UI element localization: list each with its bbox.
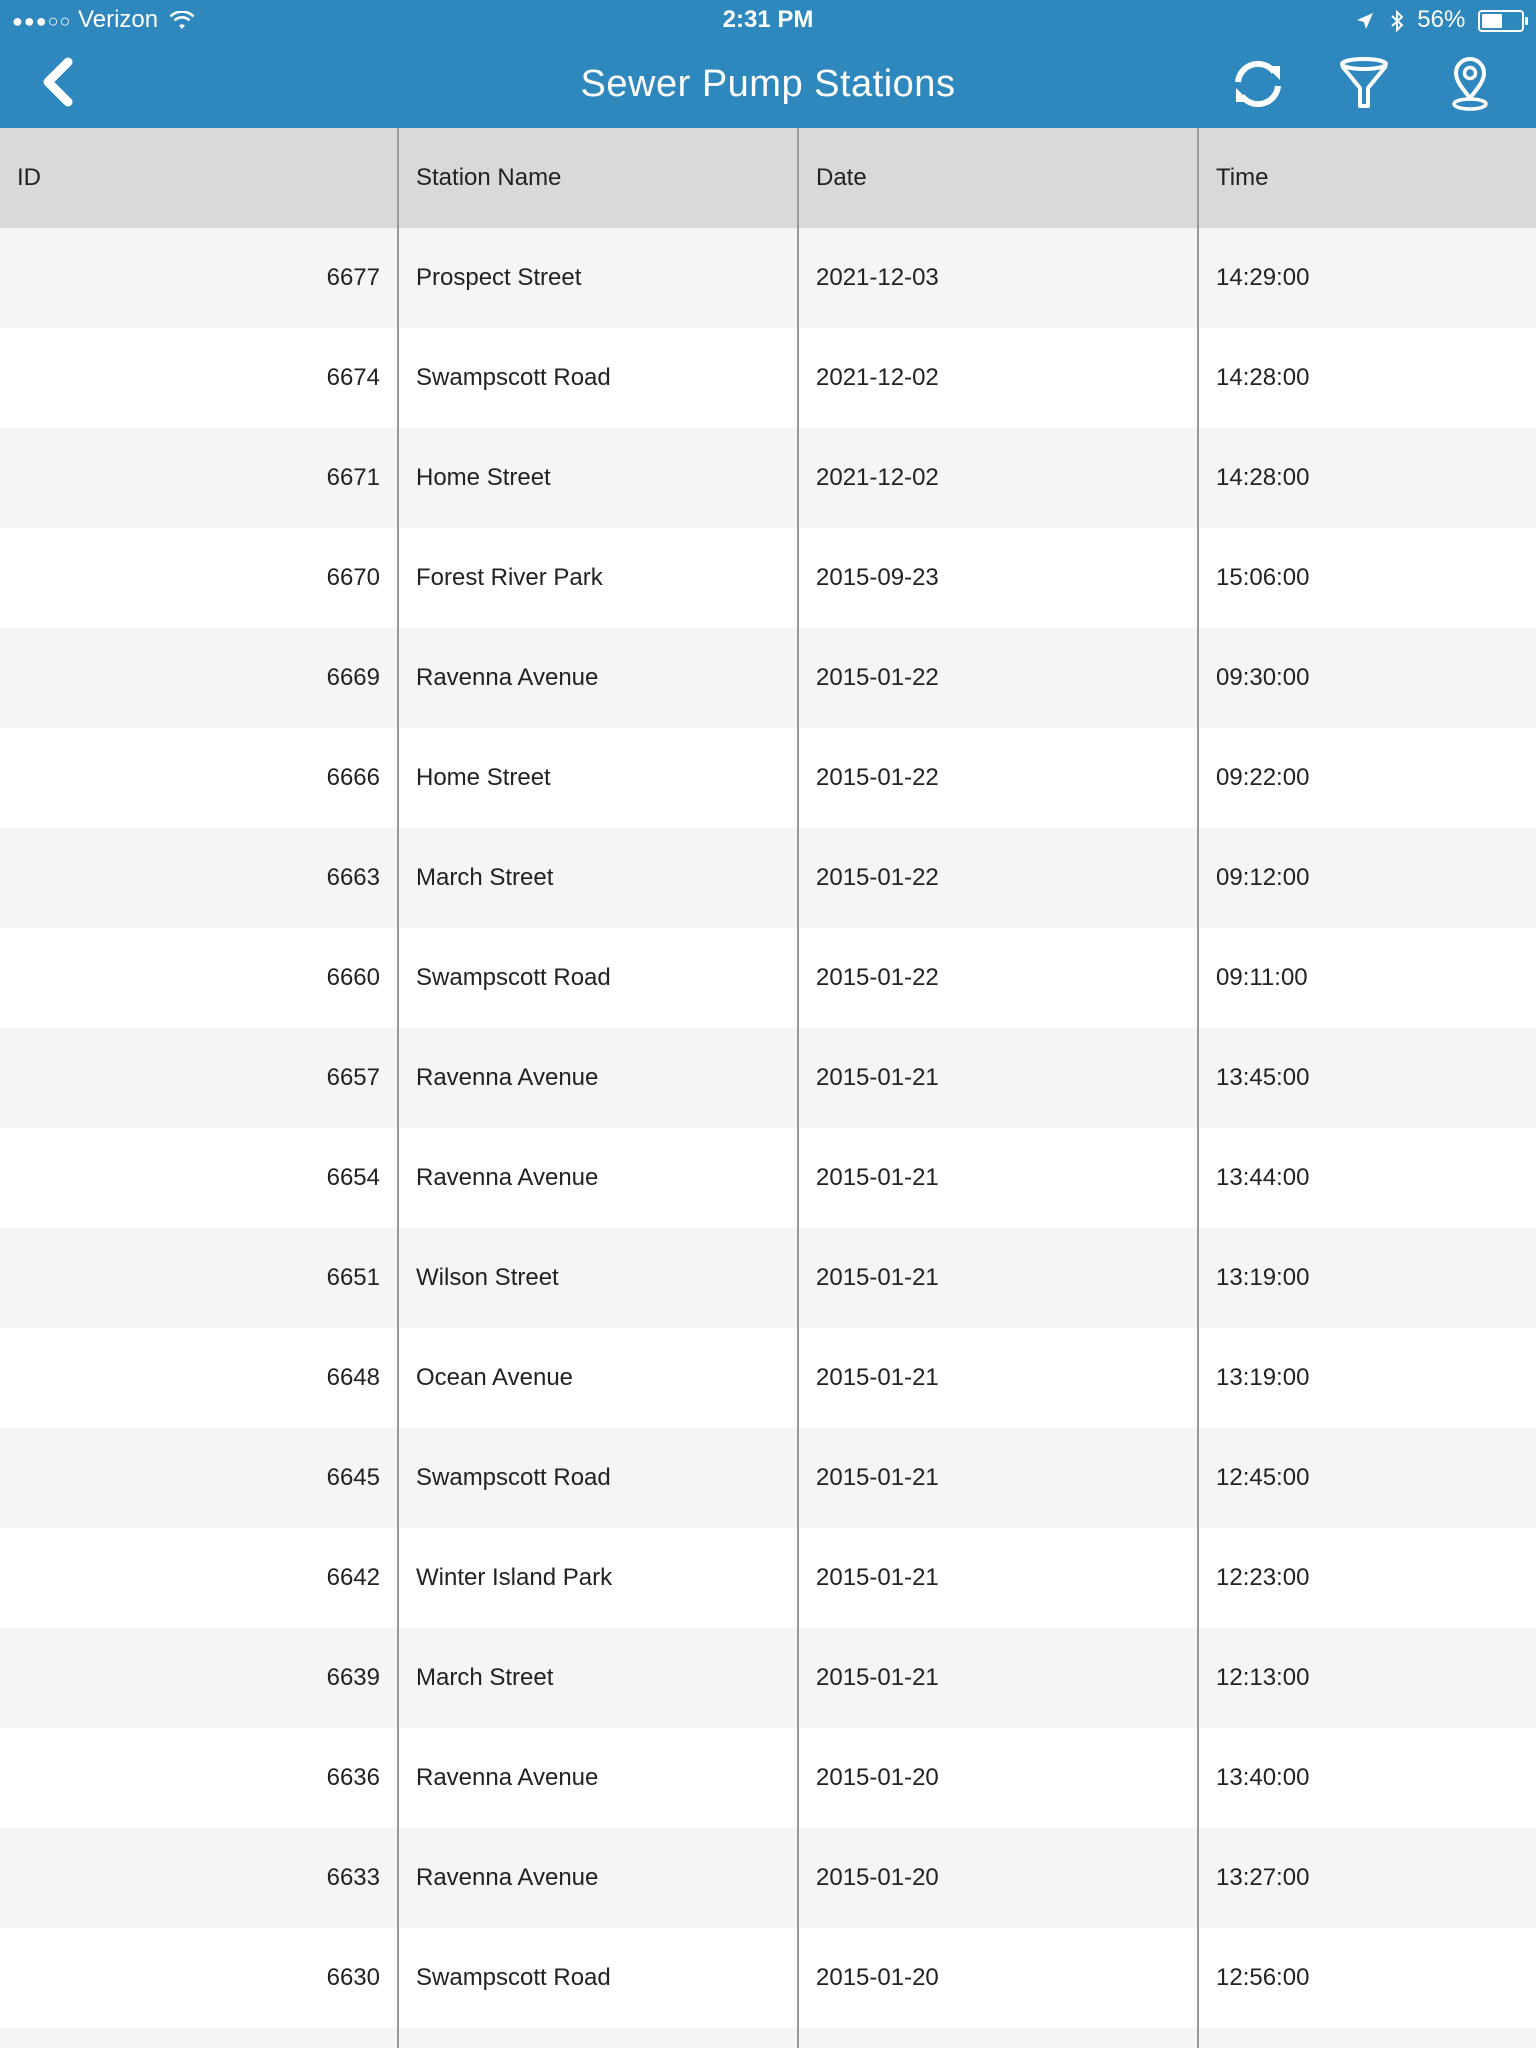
cell-id: 6642 — [0, 1528, 399, 1628]
table-row[interactable] — [0, 1328, 1536, 1428]
cell-id: 6657 — [0, 1028, 399, 1128]
cell-id: 6630 — [0, 1928, 399, 2028]
cell-station-name: Ravenna Avenue — [399, 628, 799, 728]
refresh-button[interactable] — [1228, 54, 1288, 114]
cell-date: 2015-01-21 — [799, 1428, 1199, 1528]
cell-time: 15:06:00 — [1216, 564, 1310, 591]
cell-station-name: Ravenna Avenue — [399, 1028, 799, 1128]
cell-time — [1199, 2028, 1536, 2048]
cell-station-name: Wilson Street — [399, 1228, 799, 1328]
cell-date — [799, 2028, 1199, 2048]
cell-date: 2021-12-03 — [799, 228, 1199, 328]
cell-id: 6674 — [0, 328, 399, 428]
cell-id: 6666 — [0, 728, 399, 828]
cell-station-name: March Street — [399, 828, 799, 928]
cell-time: 12:13:00 — [1216, 1664, 1310, 1691]
cell-date: 2015-01-22 — [799, 828, 1199, 928]
table-row[interactable] — [0, 1628, 1536, 1728]
cell-date: 2015-01-22 — [799, 928, 1199, 1028]
cell-station-name: Home Street — [399, 728, 799, 828]
cell-id: 6660 — [0, 928, 399, 1028]
cell-time: 12:23:00 — [1216, 1564, 1310, 1591]
location-arrow-icon — [1356, 12, 1374, 30]
column-header-id[interactable]: ID — [0, 128, 399, 228]
table-row[interactable] — [0, 1728, 1536, 1828]
table-row[interactable] — [0, 428, 1536, 528]
carrier-name: Verizon — [78, 6, 159, 33]
chevron-left-icon — [34, 54, 94, 114]
column-header-station-name[interactable]: Station Name — [399, 128, 799, 228]
cell-time: 09:30:00 — [1216, 664, 1310, 691]
cell-station-name: Winter Island Park — [399, 1528, 799, 1628]
cell-time: 13:19:00 — [1216, 1364, 1310, 1391]
filter-icon — [1334, 54, 1394, 114]
battery-icon — [1478, 10, 1524, 32]
cell-station-name: Ocean Avenue — [399, 1328, 799, 1428]
table-body — [0, 228, 1536, 2048]
refresh-icon — [1228, 54, 1288, 114]
cell-station-name: Swampscott Road — [399, 328, 799, 428]
cell-time: 13:27:00 — [1216, 1864, 1310, 1891]
battery-percent: 56% — [1417, 6, 1466, 33]
cell-date: 2015-01-22 — [799, 628, 1199, 728]
cell-id: 6648 — [0, 1328, 399, 1428]
column-header-time[interactable]: Time — [1216, 164, 1269, 191]
cell-time: 13:45:00 — [1216, 1064, 1310, 1091]
page-title: Sewer Pump Stations — [580, 63, 956, 105]
table-row[interactable] — [0, 1228, 1536, 1328]
cell-id: 6670 — [0, 528, 399, 628]
cell-time: 12:45:00 — [1216, 1464, 1310, 1491]
cell-date: 2015-01-21 — [799, 1528, 1199, 1628]
table-row[interactable] — [0, 1828, 1536, 1928]
table-row[interactable] — [0, 928, 1536, 1028]
status-bar — [0, 0, 1536, 40]
cell-station-name: Ravenna Avenue — [399, 1128, 799, 1228]
table-row[interactable] — [0, 1928, 1536, 2028]
table-row[interactable] — [0, 828, 1536, 928]
cell-station-name: Home Street — [399, 428, 799, 528]
app-header — [0, 0, 1536, 128]
signal-strength-icon: ●●●○○ — [12, 11, 72, 31]
bluetooth-icon — [1389, 10, 1405, 32]
cell-id: 6636 — [0, 1728, 399, 1828]
cell-date: 2015-09-23 — [799, 528, 1199, 628]
table-row[interactable] — [0, 2028, 1536, 2048]
cell-date: 2015-01-21 — [799, 1228, 1199, 1328]
cell-id: 6654 — [0, 1128, 399, 1228]
cell-id — [0, 2028, 399, 2048]
table-header-row — [0, 128, 1536, 228]
table-row[interactable] — [0, 1528, 1536, 1628]
cell-date: 2015-01-21 — [799, 1628, 1199, 1728]
cell-time: 14:28:00 — [1216, 364, 1310, 391]
cell-time: 14:29:00 — [1216, 264, 1310, 291]
cell-id: 6677 — [0, 228, 399, 328]
map-location-button[interactable] — [1440, 54, 1500, 114]
map-pin-icon — [1440, 54, 1500, 114]
cell-id: 6663 — [0, 828, 399, 928]
table-row[interactable] — [0, 1128, 1536, 1228]
station-table — [0, 128, 1536, 2048]
cell-station-name: Swampscott Road — [399, 928, 799, 1028]
cell-station-name: Prospect Street — [399, 228, 799, 328]
status-time: 2:31 PM — [722, 6, 814, 33]
cell-station-name: Forest River Park — [399, 528, 799, 628]
cell-time: 14:28:00 — [1216, 464, 1310, 491]
table-row[interactable] — [0, 528, 1536, 628]
cell-id: 6633 — [0, 1828, 399, 1928]
cell-id: 6669 — [0, 628, 399, 728]
status-right — [1356, 0, 1524, 40]
cell-id: 6671 — [0, 428, 399, 528]
table-row[interactable] — [0, 628, 1536, 728]
cell-date: 2015-01-20 — [799, 1728, 1199, 1828]
table-row[interactable] — [0, 728, 1536, 828]
cell-station-name: March Street — [399, 1628, 799, 1728]
table-row[interactable] — [0, 228, 1536, 328]
cell-id: 6645 — [0, 1428, 399, 1528]
cell-time: 13:19:00 — [1216, 1264, 1310, 1291]
cell-date: 2021-12-02 — [799, 328, 1199, 428]
table-row[interactable] — [0, 1428, 1536, 1528]
cell-time: 09:22:00 — [1216, 764, 1310, 791]
cell-station-name — [399, 2028, 799, 2048]
back-button[interactable] — [34, 54, 94, 114]
cell-date: 2015-01-20 — [799, 1928, 1199, 2028]
cell-station-name: Ravenna Avenue — [399, 1828, 799, 1928]
cell-date: 2015-01-21 — [799, 1128, 1199, 1228]
cell-date: 2015-01-22 — [799, 728, 1199, 828]
cell-time: 13:40:00 — [1216, 1764, 1310, 1791]
filter-button[interactable] — [1334, 54, 1394, 114]
cell-date: 2021-12-02 — [799, 428, 1199, 528]
cell-id: 6639 — [0, 1628, 399, 1728]
table-row[interactable] — [0, 328, 1536, 428]
cell-time: 09:12:00 — [1216, 864, 1310, 891]
cell-id: 6651 — [0, 1228, 399, 1328]
cell-date: 2015-01-20 — [799, 1828, 1199, 1928]
cell-station-name: Swampscott Road — [399, 1428, 799, 1528]
cell-date: 2015-01-21 — [799, 1328, 1199, 1428]
cell-time: 09:11:00 — [1216, 964, 1308, 991]
cell-time: 13:44:00 — [1216, 1164, 1310, 1191]
cell-station-name: Ravenna Avenue — [399, 1728, 799, 1828]
cell-station-name: Swampscott Road — [399, 1928, 799, 2028]
column-header-date[interactable]: Date — [799, 128, 1199, 228]
cell-date: 2015-01-21 — [799, 1028, 1199, 1128]
table-row[interactable] — [0, 1028, 1536, 1128]
cell-time: 12:56:00 — [1216, 1964, 1310, 1991]
